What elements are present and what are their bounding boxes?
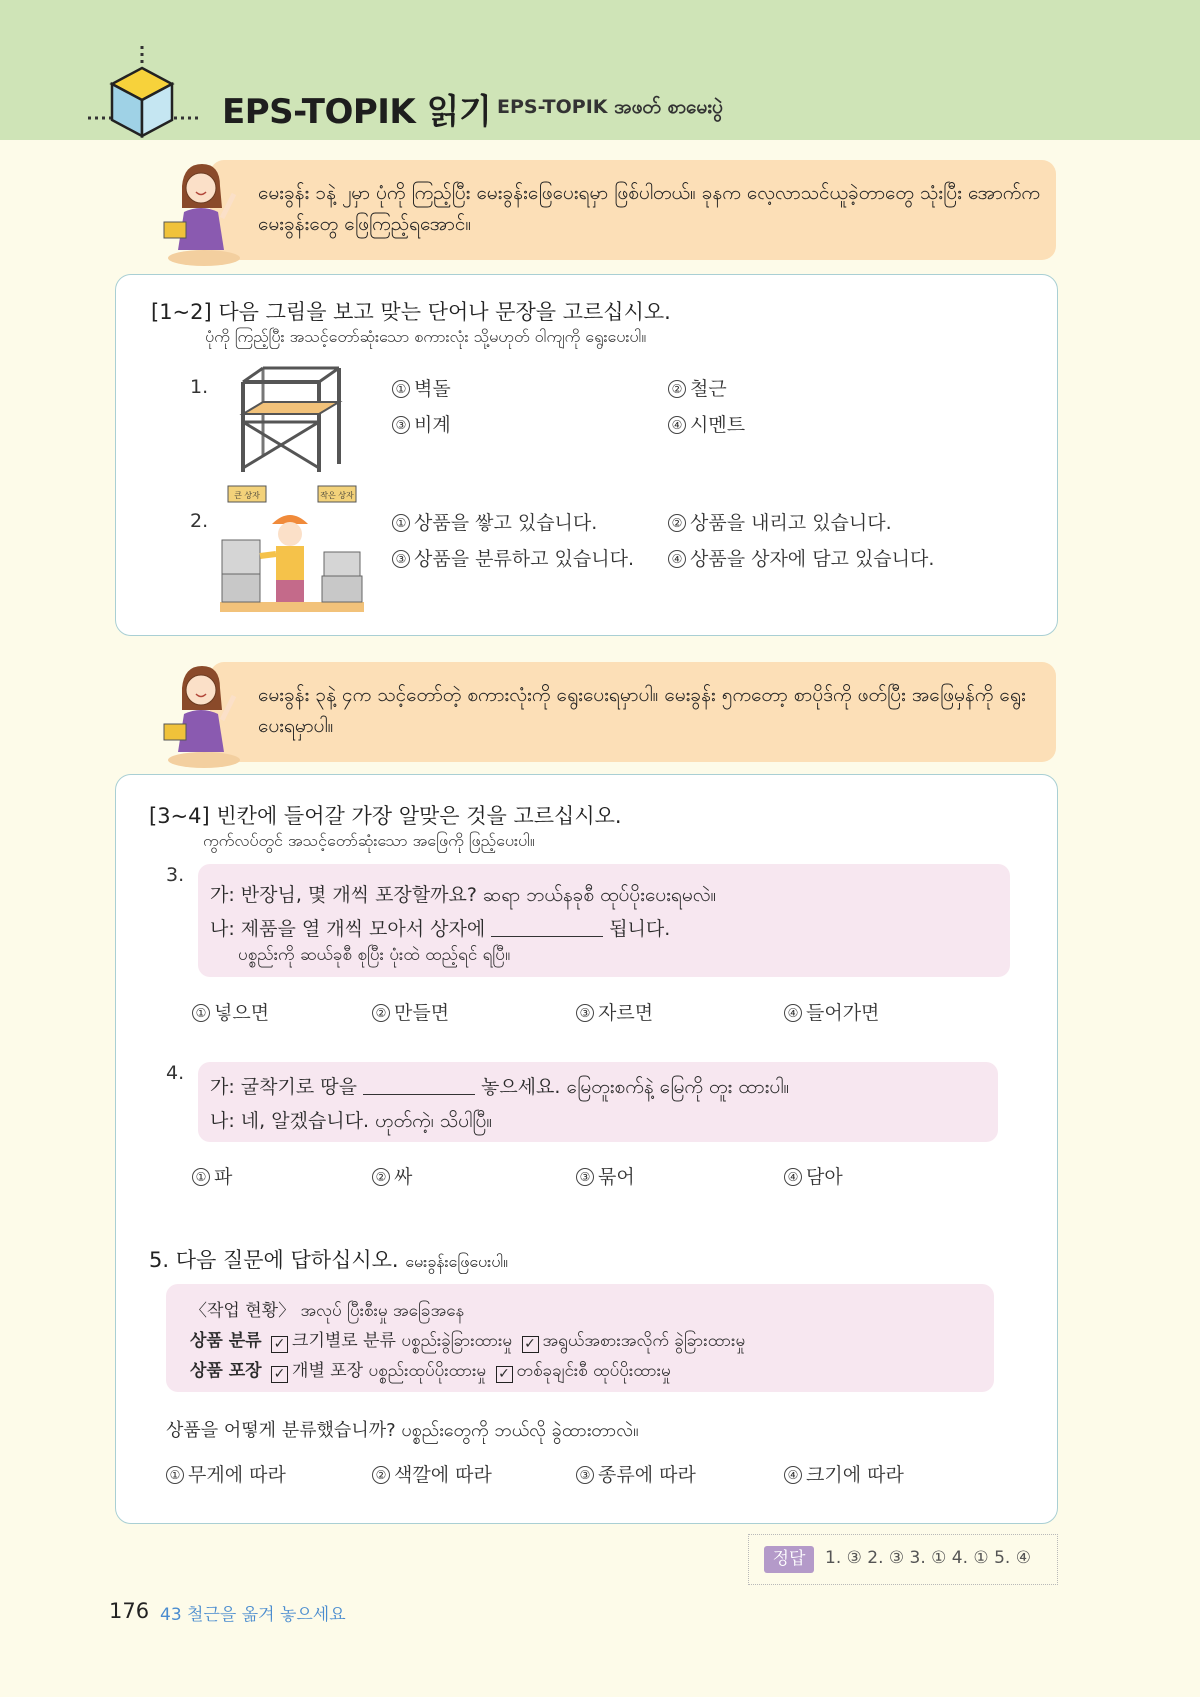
page-title: EPS-TOPIK 읽기 xyxy=(222,92,492,132)
section-subtitle: ပုံကို ကြည့်ပြီး အသင့်တော်ဆုံးသော စကားလုံး သို့မဟုတ် ဝါကျကို ရွေးပေးပါ။ xyxy=(205,327,647,346)
page-subtitle: EPS-TOPIK အဖတ် စာမေးပွဲ xyxy=(497,96,723,118)
checkbox-icon: ✓ xyxy=(271,1336,288,1353)
question-number: 3. xyxy=(166,864,185,886)
q1-option-2[interactable]: ② 철근 xyxy=(668,374,727,401)
q1-option-1[interactable]: ① 벽돌 xyxy=(392,374,451,401)
q5-title: 5. 다음 질문에 답하십시오. မေးခွန်းဖြေပေးပါ။ xyxy=(149,1248,508,1272)
work-status-row-2: 상품 포장 ✓ 개별 포장 ပစ္စည်းထုပ်ပိုးထားမှု ✓ တစ်ခုချင်းစီ ထုပ်ပိုးထားမှု xyxy=(190,1361,671,1382)
checkbox-icon: ✓ xyxy=(496,1366,513,1383)
q3-line-3: ပစ္စည်းကို ဆယ်ခုစီ စုပြီး ပုံးထဲ ထည့်ရင် ရပြီ။ xyxy=(238,945,511,965)
q3-option-2[interactable]: ② 만들면 xyxy=(372,998,449,1025)
instruction-text-1: မေးခွန်း ၁နဲ့ ၂မှာ ပုံကို ကြည့်ပြီး မေးခွန်းဖြေပေးရမှာ ဖြစ်ပါတယ်။ ခုနက လေ့လာသင်ယူခဲ့တာတွေ သုံးပြီး အောက်က မေးခွန်းတွေ ဖြေကြည့်ရအောင်။ xyxy=(258,182,1040,235)
question-number: 1. xyxy=(190,376,209,398)
answer-blank xyxy=(363,1077,475,1095)
q4-option-1[interactable]: ① 파 xyxy=(192,1162,232,1189)
work-status-title: 〈작업 현황〉 အလုပ် ပြီးစီးမှု အခြေအနေ xyxy=(190,1301,465,1321)
chapter-title: 43 철근을 옮겨 놓으세요 xyxy=(160,1605,346,1625)
q3-line-1: 가: 반장님, 몇 개씩 포장할까요? ဆရာ ဘယ်နခုစီ ထုပ်ပိုးပေးရမလဲ။ xyxy=(210,884,717,906)
q4-option-4[interactable]: ④ 담아 xyxy=(784,1162,843,1189)
section-subtitle: ကွက်လပ်တွင် အသင့်တော်ဆုံးသော အဖြေကို ဖြည့်ပေးပါ။ xyxy=(203,831,535,850)
q2-option-1[interactable]: ① 상품을 쌓고 있습니다. xyxy=(392,508,597,535)
teacher-illustration xyxy=(160,160,240,266)
checkbox-icon: ✓ xyxy=(522,1336,539,1353)
q5-option-4[interactable]: ④ 크기에 따라 xyxy=(784,1460,904,1487)
q2-option-4[interactable]: ④ 상품을 상자에 담고 있습니다. xyxy=(668,544,934,571)
q4-line-2: 나: 네, 알겠습니다. ဟုတ်ကဲ့၊ သိပါပြီ။ xyxy=(210,1110,493,1132)
q1-option-3[interactable]: ③ 비계 xyxy=(392,410,451,437)
answer-key-label: 정답 xyxy=(764,1546,814,1573)
question-number: 2. xyxy=(190,510,209,532)
q5-option-2[interactable]: ② 색깔에 따라 xyxy=(372,1460,492,1487)
q4-line-1: 가: 굴착기로 땅을 놓으세요. မြေတူးစက်နဲ့ မြေကို တူး ထားပါ။ xyxy=(210,1076,790,1098)
q4-option-3[interactable]: ③ 묶어 xyxy=(576,1162,635,1189)
answer-blank xyxy=(491,919,603,937)
page-number: 176 xyxy=(109,1599,150,1623)
q2-option-3[interactable]: ③ 상품을 분류하고 있습니다. xyxy=(392,544,634,571)
answer-key-box xyxy=(748,1534,1058,1585)
answer-key-text: 1. ③ 2. ③ 3. ① 4. ① 5. ④ xyxy=(825,1548,1031,1568)
teacher-illustration xyxy=(160,662,240,768)
cube-icon xyxy=(86,46,206,146)
question-number: 4. xyxy=(166,1062,185,1084)
q3-option-4[interactable]: ④ 들어가면 xyxy=(784,998,879,1025)
q5-option-3[interactable]: ③ 종류에 따라 xyxy=(576,1460,696,1487)
worker-boxes-image xyxy=(218,484,366,612)
q1-option-4[interactable]: ④ 시멘트 xyxy=(668,410,745,437)
q3-line-2: 나: 제품을 열 개씩 모아서 상자에 됩니다. xyxy=(210,918,671,940)
small-box-label: 작은 상자 xyxy=(320,491,354,500)
instruction-text-2: မေးခွန်း ၃နဲ့ ၄က သင့်တော်တဲ့ စကားလုံးကို ရွေးပေးရမှာပါ။ မေးခွန်း ၅ကတော့ စာပိုဒ်ကို ဖတ်ပြီး အဖြေမှန်ကို ရွေးပေးရမှာပါ။ xyxy=(258,684,1026,737)
q3-option-1[interactable]: ① 넣으면 xyxy=(192,998,269,1025)
work-status-row-1: 상품 분류 ✓ 크기별로 분류 ပစ္စည်းခွဲခြားထားမှု ✓ အရွယ်အစားအလိုက် ခွဲခြားထားမှု xyxy=(190,1331,746,1352)
checkbox-icon: ✓ xyxy=(271,1366,288,1383)
section-title: [1~2] 다음 그림을 보고 맞는 단어나 문장을 고르십시오. xyxy=(151,300,671,324)
q5-question: 상품을 어떻게 분류했습니까? ပစ္စည်းတွေကို ဘယ်လို ခွဲထားတာလဲ။ xyxy=(166,1420,639,1441)
scaffold-image xyxy=(235,360,347,472)
section-title: [3~4] 빈칸에 들어갈 가장 알맞은 것을 고르십시오. xyxy=(149,804,622,828)
q4-option-2[interactable]: ② 싸 xyxy=(372,1162,412,1189)
q5-option-1[interactable]: ① 무게에 따라 xyxy=(166,1460,286,1487)
q2-option-2[interactable]: ② 상품을 내리고 있습니다. xyxy=(668,508,892,535)
big-box-label: 큰 상자 xyxy=(234,491,260,500)
q3-option-3[interactable]: ③ 자르면 xyxy=(576,998,653,1025)
